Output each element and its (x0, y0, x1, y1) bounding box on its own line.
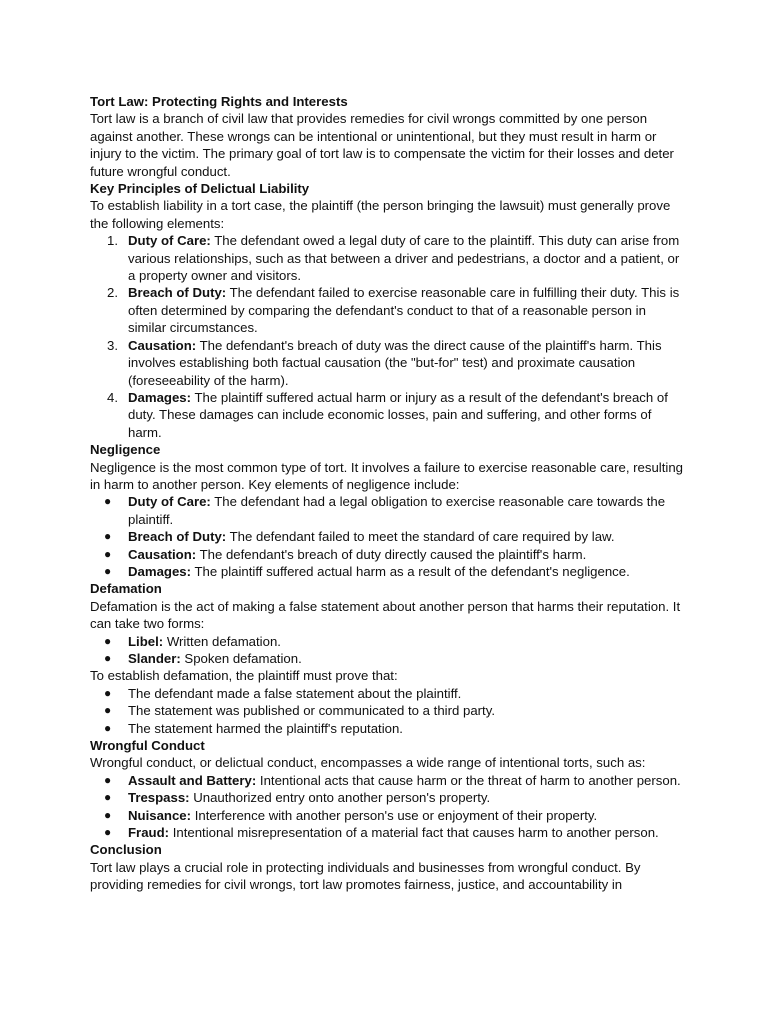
wrongful-conduct-intro: Wrongful conduct, or delictual conduct, encompasses a wide range of intentional torts, such as: (90, 755, 646, 771)
list-item (90, 824, 686, 841)
term-label: Duty of Care: (128, 494, 211, 510)
negligence-list (90, 493, 686, 580)
bullet-icon: ● (104, 825, 112, 840)
term-description: Interference with another person's use or enjoyment of their property. (191, 807, 598, 823)
conclusion-heading: Conclusion (90, 842, 162, 858)
defamation-prove-intro: To establish defamation, the plaintiff must prove that: (90, 668, 398, 684)
list-item (90, 789, 686, 806)
list-item (90, 284, 686, 336)
list-item (90, 772, 686, 789)
term-label: Slander: (128, 651, 181, 666)
list-item (90, 232, 686, 284)
list-item (90, 685, 686, 702)
list-number: 4. (107, 389, 118, 405)
negligence-intro: Negligence is the most common type of tort. It involves a failure to exercise reasonable care, resulting in harm to another person. Key elements of negligence include: (90, 459, 683, 492)
term-label: Duty of Care: (128, 233, 211, 249)
term-label: Causation: (128, 337, 197, 353)
term-description: The defendant's breach of duty directly caused the plaintiff's harm. (196, 546, 587, 562)
bullet-icon: ● (104, 529, 112, 544)
list-item (90, 650, 686, 667)
term-label: Damages: (128, 563, 192, 579)
term-description: The plaintiff suffered actual harm or injury as a result of the defendant's breach of duty. These damages can include economic losses, pain and suffering, and other forms of harm. (128, 389, 668, 440)
wrongful-conduct-list (90, 772, 686, 842)
document-page (90, 93, 686, 894)
list-item (90, 563, 686, 580)
defamation-heading: Defamation (90, 581, 162, 597)
bullet-icon: ● (104, 651, 112, 665)
intro-paragraph: Tort law is a branch of civil law that provides remedies for civil wrongs committed by one person against another. These wrongs can be intentional or unintentional, but they must result in harm or injury to the victim. The primary goal of tort law is to compensate the victim for their losses and deter future wrongful conduct. (90, 111, 674, 179)
list-item (90, 720, 686, 737)
document-title: Tort Law: Protecting Rights and Interests (90, 94, 348, 109)
proof-text: The statement was published or communicated to a third party. (128, 703, 495, 719)
term-description: Spoken defamation. (180, 651, 302, 666)
bullet-icon: ● (104, 563, 112, 578)
bullet-icon: ● (104, 807, 112, 822)
term-description: The defendant's breach of duty was the direct cause of the plaintiff's harm. This involves establishing both factual causation (the "but-for" test) and proximate causation (foreseeability of the harm). (128, 337, 662, 388)
wrongful-conduct-heading: Wrongful Conduct (90, 738, 205, 754)
term-description: Intentional acts that cause harm or the threat of harm to another person. (256, 772, 681, 788)
term-label: Assault and Battery: (128, 772, 257, 788)
term-label: Causation: (128, 546, 197, 562)
principles-intro: To establish liability in a tort case, the plaintiff (the person bringing the lawsuit) must generally prove the following elements: (90, 198, 671, 231)
list-item (90, 493, 686, 528)
term-label: Breach of Duty: (128, 529, 227, 545)
term-description: The defendant owed a legal duty of care to the plaintiff. This duty can arise from various relationships, such as that between a driver and pedestrians, a doctor and a patient, or a property owner and visitors. (128, 233, 680, 284)
negligence-heading: Negligence (90, 442, 161, 458)
bullet-icon: ● (104, 790, 112, 805)
term-label: Libel: (128, 633, 164, 649)
bullet-icon: ● (104, 685, 112, 700)
list-item (90, 389, 686, 441)
term-description: The plaintiff suffered actual harm as a result of the defendant's negligence. (191, 563, 630, 579)
bullet-icon: ● (104, 720, 112, 735)
list-item (90, 546, 686, 563)
defamation-proofs-list (90, 685, 686, 737)
list-number: 2. (107, 285, 118, 301)
term-label: Breach of Duty: (128, 285, 227, 301)
bullet-icon: ● (104, 772, 112, 787)
term-description: Unauthorized entry onto another person's property. (189, 790, 491, 806)
list-number: 1. (107, 233, 118, 249)
list-item (90, 337, 686, 389)
defamation-intro: Defamation is the act of making a false statement about another person that harms their reputation. It can take two forms: (90, 598, 681, 632)
bullet-icon: ● (104, 703, 112, 718)
term-description: The defendant had a legal obligation to exercise reasonable care towards the plaintiff. (128, 494, 666, 527)
bullet-icon: ● (104, 546, 112, 561)
term-description: The defendant failed to meet the standard of care required by law. (226, 529, 615, 545)
principles-list (90, 232, 686, 441)
list-item (90, 702, 686, 719)
term-description: Intentional misrepresentation of a material fact that causes harm to another person. (169, 825, 659, 841)
principles-heading: Key Principles of Delictual Liability (90, 181, 310, 197)
bullet-icon: ● (104, 494, 112, 509)
term-label: Damages: (128, 389, 192, 405)
term-label: Nuisance: (128, 807, 192, 823)
proof-text: The defendant made a false statement about the plaintiff. (128, 685, 462, 701)
conclusion-paragraph: Tort law plays a crucial role in protecting individuals and businesses from wrongful conduct. By providing remedies for civil wrongs, tort law promotes fairness, justice, and accountability in (90, 859, 641, 893)
term-description: Written defamation. (163, 633, 281, 649)
term-label: Fraud: (128, 825, 170, 841)
list-item (90, 807, 686, 824)
term-description: The defendant failed to exercise reasonable care in fulfilling their duty. This is often determined by comparing the defendant's conduct to that of a reasonable person in similar circumstances. (128, 285, 680, 336)
list-item (90, 528, 686, 545)
list-number: 3. (107, 337, 118, 353)
term-label: Trespass: (128, 790, 190, 806)
defamation-forms-list (90, 633, 686, 668)
bullet-icon: ● (104, 633, 112, 648)
proof-text: The statement harmed the plaintiff's reputation. (128, 720, 403, 736)
list-item (90, 633, 686, 650)
